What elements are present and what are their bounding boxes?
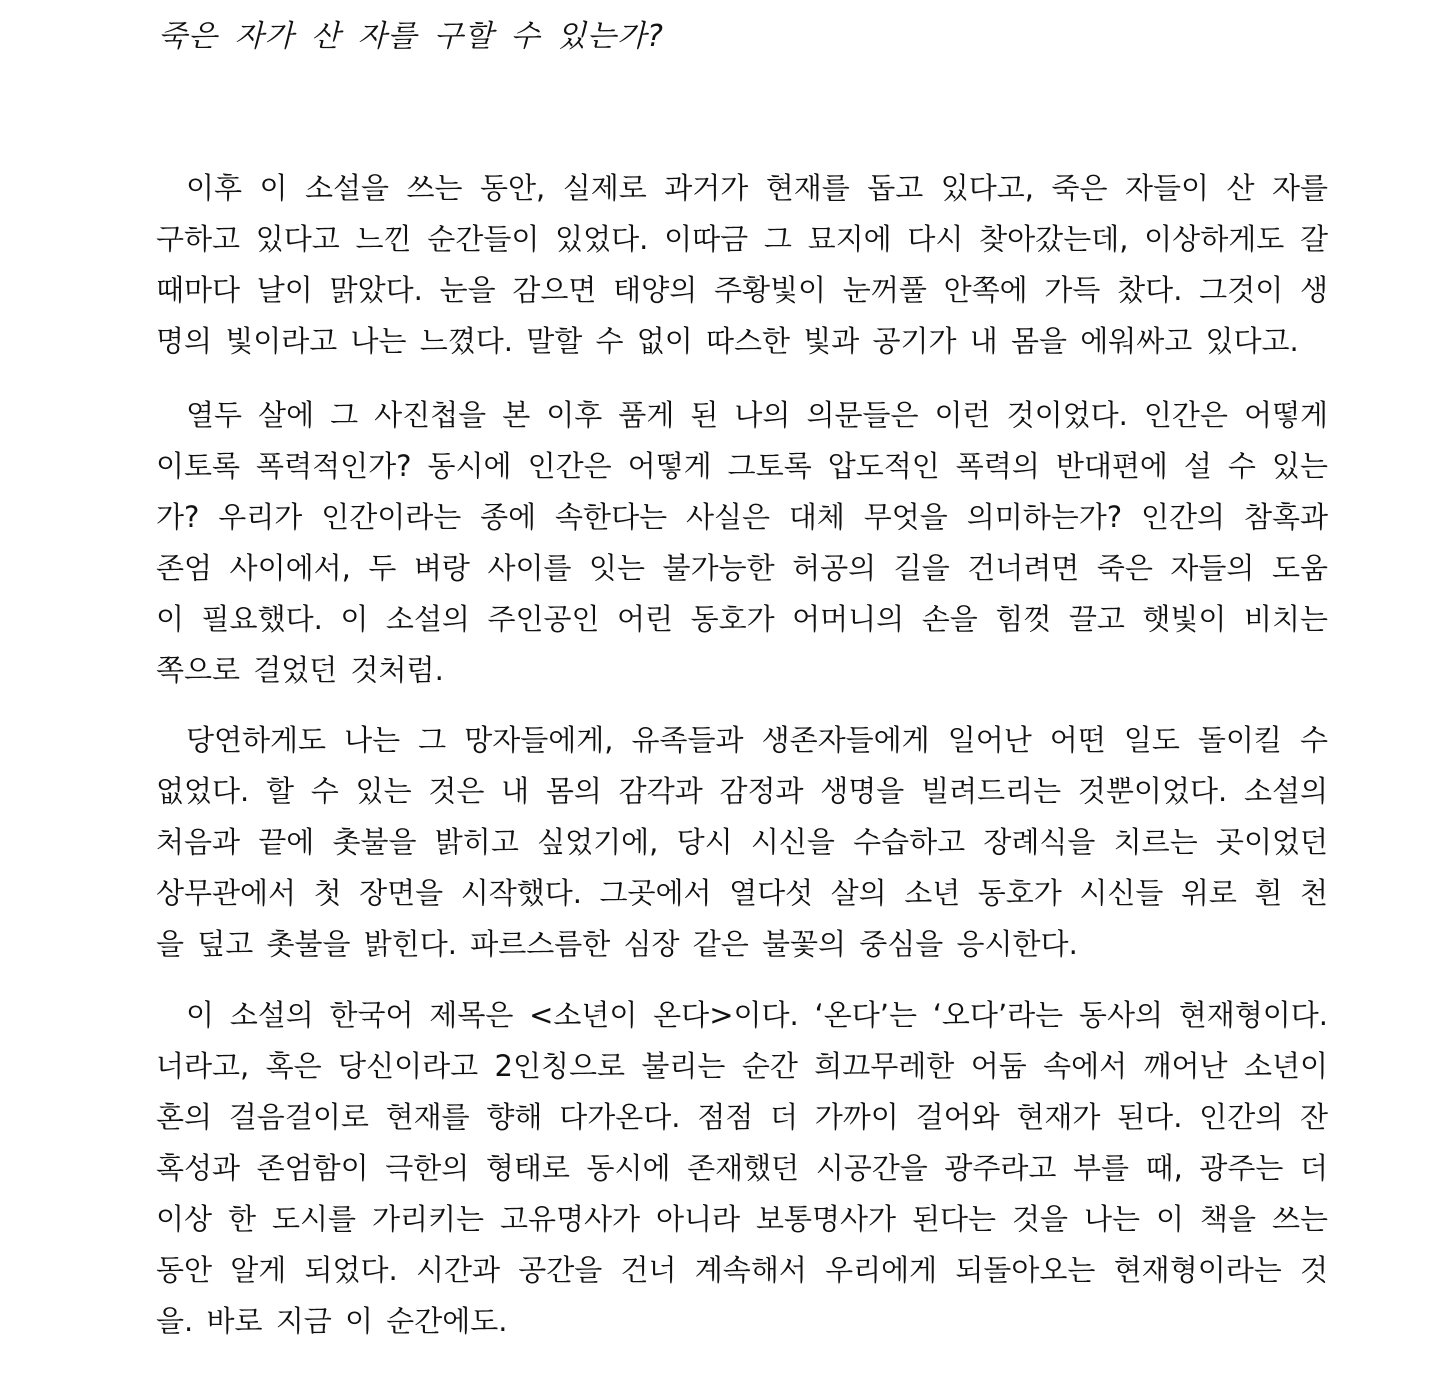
paragraph-2 bbox=[126, 390, 1328, 696]
section-heading: 죽은 자가 산 자를 구할 수 있는가? bbox=[158, 19, 664, 54]
paragraph-line: 혹성과 존엄함이 극한의 형태로 동시에 존재했던 시공간을 광주라고 부를 때, 광주는 더 bbox=[156, 1151, 1328, 1185]
paragraph-line: 가? 우리가 인간이라는 종에 속한다는 사실은 대체 무엇을 의미하는가? 인간의 참혹과 bbox=[156, 500, 1328, 534]
paragraph-3 bbox=[126, 715, 1328, 970]
paragraph-line: 없었다. 할 수 있는 것은 내 몸의 감각과 감정과 생명을 빌려드리는 것뿐이었다. 소설의 bbox=[156, 774, 1328, 808]
paragraph-line: 당연하게도 나는 그 망자들에게, 유족들과 생존자들에게 일어난 어떤 일도 돌이킬 수 bbox=[186, 723, 1328, 757]
paragraph-line: 이토록 폭력적인가? 동시에 인간은 어떻게 그토록 압도적인 폭력의 반대편에 설 수 있는 bbox=[156, 449, 1328, 483]
paragraph-line: 쪽으로 걸었던 것처럼. bbox=[156, 653, 444, 687]
paragraph-line: 이상 한 도시를 가리키는 고유명사가 아니라 보통명사가 된다는 것을 나는 이 책을 쓰는 bbox=[156, 1202, 1328, 1236]
paragraph-line: 혼의 걸음걸이로 현재를 향해 다가온다. 점점 더 가까이 걸어와 현재가 된다. 인간의 잔 bbox=[156, 1100, 1328, 1134]
paragraph-line: 존엄 사이에서, 두 벼랑 사이를 잇는 불가능한 허공의 길을 건너려면 죽은 자들의 도움 bbox=[156, 551, 1328, 585]
paragraph-line: 상무관에서 첫 장면을 시작했다. 그곳에서 열다섯 살의 소년 동호가 시신들 위로 흰 천 bbox=[156, 876, 1328, 910]
paragraph-line: 을 덮고 촛불을 밝힌다. 파르스름한 심장 같은 불꽃의 중심을 응시한다. bbox=[156, 927, 1078, 961]
paragraph-line: 이 필요했다. 이 소설의 주인공인 어린 동호가 어머니의 손을 힘껏 끌고 햇빛이 비치는 bbox=[156, 602, 1328, 636]
paragraph-line: 동안 알게 되었다. 시간과 공간을 건너 계속해서 우리에게 되돌아오는 현재형이라는 것 bbox=[156, 1253, 1328, 1287]
paragraph-1 bbox=[126, 163, 1328, 367]
paragraph-line: 때마다 날이 맑았다. 눈을 감으면 태양의 주황빛이 눈꺼풀 안쪽에 가득 찼다. 그것이 생 bbox=[156, 273, 1328, 307]
paragraph-line: 처음과 끝에 촛불을 밝히고 싶었기에, 당시 시신을 수습하고 장례식을 치르는 곳이었던 bbox=[156, 825, 1328, 859]
paragraph-line: 열두 살에 그 사진첩을 본 이후 품게 된 나의 의문들은 이런 것이었다. 인간은 어떻게 bbox=[186, 398, 1328, 432]
paragraph-line: 구하고 있다고 느낀 순간들이 있었다. 이따금 그 묘지에 다시 찾아갔는데, 이상하게도 갈 bbox=[156, 222, 1328, 256]
paragraph-4 bbox=[126, 990, 1328, 1347]
paragraph-line: 이 소설의 한국어 제목은 <소년이 온다>이다. ‘온다’는 ‘오다’라는 동사의 현재형이다. bbox=[186, 998, 1328, 1032]
paragraph-line: 을. 바로 지금 이 순간에도. bbox=[156, 1304, 508, 1338]
paragraph-line: 명의 빛이라고 나는 느꼈다. 말할 수 없이 따스한 빛과 공기가 내 몸을 에워싸고 있다고. bbox=[156, 324, 1299, 358]
paragraph-line: 이후 이 소설을 쓰는 동안, 실제로 과거가 현재를 돕고 있다고, 죽은 자들이 산 자를 bbox=[186, 171, 1328, 205]
paragraph-line: 너라고, 혹은 당신이라고 2인칭으로 불리는 순간 희끄무레한 어둠 속에서 깨어난 소년이 bbox=[156, 1049, 1328, 1083]
